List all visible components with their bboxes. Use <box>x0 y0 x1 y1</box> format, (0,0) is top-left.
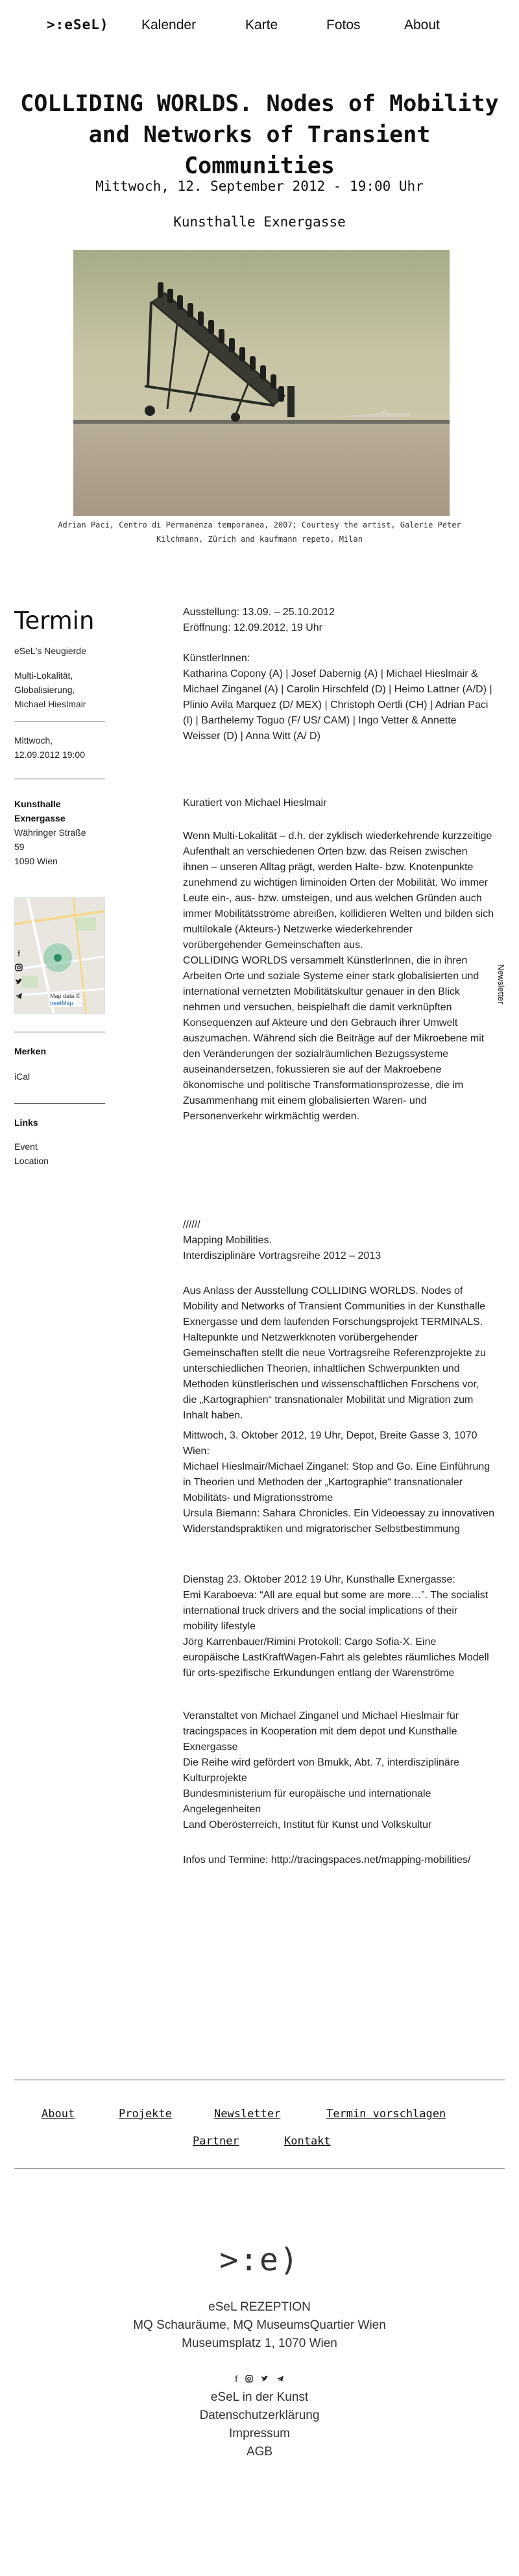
map-attribution: Map data © treetMap <box>50 993 80 1006</box>
sidebar-heading: Termin <box>14 607 95 635</box>
footer-link-newsletter[interactable]: Newsletter <box>214 2108 281 2120</box>
links-heading: Links <box>14 1117 38 1128</box>
curator: Kuratiert von Michael Hieslmair <box>183 797 327 808</box>
sidebar-links <box>14 1139 49 1168</box>
page-title <box>13 88 506 182</box>
location-map[interactable] <box>14 897 105 1014</box>
lecture-series-intro: Aus Anlass der Ausstellung COLLIDING WORLDS. Nodes of Mobility and Networks of Transient Communities in der Kunsthalle Exnergasse und dem laufenden Forschungsprojekt TERMINALS. Haltepunkte und Netzwerkknoten vorübergehender Gemeinschaften stellt die neue Vortragsreihe Referenzprojekte zu unterschiedlichen Theorien, inhaltlichen Schwerpunkten und Methoden künstlerischen und wissenschaftlichen Forschens vor, die „Kartographien“ transnationaler Mobilität und Migration zum Inhalt haben. <box>183 1285 486 1421</box>
footer-link-projekte[interactable]: Projekte <box>119 2108 172 2120</box>
footer-link-datenschutz[interactable]: Datenschutzerklärung <box>199 2409 320 2422</box>
tag-list <box>14 668 86 711</box>
site-logo[interactable]: >:eSeL) <box>47 17 109 32</box>
facebook-icon[interactable]: f <box>18 949 20 958</box>
footer-link-impressum[interactable]: Impressum <box>229 2427 290 2440</box>
newsletter-tab[interactable]: Newsletter <box>496 964 506 1004</box>
event-image <box>73 250 450 516</box>
telegram-icon[interactable] <box>276 2374 284 2384</box>
footer-rezeption: eSeL REZEPTION <box>208 2300 311 2314</box>
tag-globalisierung[interactable]: Globalisierung, <box>14 685 75 695</box>
twitter-icon[interactable] <box>261 2374 271 2384</box>
footer-link-esel-in-der-kunst[interactable]: eSeL in der Kunst <box>210 2390 309 2404</box>
lecture-date-1: Mittwoch, 3. Oktober 2012, 19 Uhr, Depot, Breite Gasse 3, 1070 Wien: Michael Hieslmair/Michael Zinganel: Stop and Go. Eine Einführung in Theorien und Methoden der „Kartographie“ transnationaler Mobilitäts- und Migrationsströme Ursula Biemann: Sahara Chronicles. Ein Videoessay zu innovativen Widerstandspraktiken und migratorischer Selbstbestimmung <box>183 1430 494 1535</box>
top-navigation <box>0 0 519 52</box>
neugierde-link[interactable]: eSeL's Neugierde <box>14 646 86 656</box>
event-date: Mittwoch, 12. September 2012 - 19:00 Uhr <box>95 178 424 194</box>
page-title-line2: and Networks of Transient Communities <box>88 122 431 179</box>
facebook-icon[interactable]: f <box>235 2374 238 2384</box>
event-venue: Kunsthalle Exnergasse <box>173 214 346 230</box>
footer-link-about[interactable]: About <box>42 2108 75 2120</box>
location-address: Währinger Straße 59 1090 Wien <box>14 827 86 866</box>
footer-social-icons <box>0 2374 519 2384</box>
merken-heading: Merken <box>14 1046 47 1056</box>
footer-link-kontakt[interactable]: Kontakt <box>284 2135 331 2148</box>
image-caption: Adrian Paci, Centro di Permanenza temporanea, 2007; Courtesy the artist, Galerie Peter Kilchmann, Zürich and kaufmann repeto, Milan <box>58 520 461 544</box>
link-event[interactable]: Event <box>14 1141 38 1152</box>
location-name[interactable]: Kunsthalle Exnergasse <box>14 799 66 823</box>
event-when: Mittwoch, 12.09.2012 19:00 <box>14 735 85 760</box>
footer-address: Museumsplatz 1, 1070 Wien <box>182 2337 337 2350</box>
footer-mq: MQ Schauräume, MQ MuseumsQuartier Wien <box>133 2318 386 2332</box>
page-title-line1: COLLIDING WORLDS. Nodes of Mobility <box>20 91 499 117</box>
ical-link[interactable]: iCal <box>14 1071 30 1082</box>
lecture-date-2: Dienstag 23. Oktober 2012 19 Uhr, Kunsthalle Exnergasse: Emi Karaboeva: “All are equal but some are more…”. The socialist international truck drivers and the social implications of their mobility lifestyle Jörg Karrenbauer/Rimini Protokoll: Cargo Sofia-X. Eine europäische LastKraftWagen-Fahrt als gelebtes räumliches Modell für orts-spezifische Erkundungen entlang der Warenströme <box>183 1574 489 1679</box>
footer-link-partner[interactable]: Partner <box>193 2135 239 2148</box>
event-image-artwork <box>73 250 450 516</box>
nav-link-karte[interactable]: Karte <box>245 18 278 32</box>
nav-link-about[interactable]: About <box>404 18 440 32</box>
link-location[interactable]: Location <box>14 1156 49 1166</box>
telegram-icon[interactable] <box>14 992 23 1001</box>
tag-michael-hieslmair[interactable]: Michael Hieslmair <box>14 699 86 709</box>
footer-link-termin-vorschlagen[interactable]: Termin vorschlagen <box>326 2108 446 2120</box>
nav-link-kalender[interactable]: Kalender <box>141 18 197 32</box>
instagram-icon[interactable] <box>14 964 23 973</box>
lecture-series-header: ////// Mapping Mobilities. Interdisziplinäre Vortragsreihe 2012 – 2013 <box>183 1219 381 1261</box>
footer-link-agb[interactable]: AGB <box>246 2445 273 2459</box>
instagram-icon[interactable] <box>245 2374 256 2384</box>
exhibition-dates: Ausstellung: 13.09. – 25.10.2012 Eröffnung: 12.09.2012, 19 Uhr <box>183 607 335 633</box>
nav-link-fotos[interactable]: Fotos <box>326 18 361 32</box>
credits: Veranstaltet von Michael Zinganel und Michael Hieslmair für tracingspaces in Kooperation mit dem depot und Kunsthalle Exnergasse Die Reihe wird gefördert von Bmukk, Abt. 7, interdisziplinäre Kulturprojekte Bundesministerium für europäische und internationale Angelegenheiten Land Oberösterreich, Institut für Kunst und Volkskultur <box>183 1710 459 1830</box>
tag-multi-lokalitaet[interactable]: Multi-Lokalität, <box>14 670 73 681</box>
twitter-icon[interactable] <box>14 978 23 987</box>
info-link[interactable]: Infos und Termine: http://tracingspaces.net/mapping-mobilities/ <box>183 1854 471 1865</box>
intro-text: Wenn Multi-Lokalität – d.h. der zyklisch wiederkehrende kurzzeitige Aufenthalt an verschiedenen Orten bzw. das Reisen zwischen ihnen – unseren Alltag prägt, werden Halte- bzw. Knotenpunkte zunehmend zu wichtigen liminoiden Orten der Mobilität. Wo immer Leute ein-, aus- bzw. umsteigen, und aus welchen Gründen auch immer Mobilitätsströme abreißen, kollidieren Welten und bilden sich multilokale (Akteurs-) Netzwerke wiederkehrender vorübergehender Gemeinschaften aus. COLLIDING WORLDS versammelt KünstlerInnen, die in ihren Arbeiten Orte und soziale Systeme einer stark globalisierten und international vernetzten Mobilitätskultur genauer in den Blick nehmen und versuchen, beispielhaft die damit verknüpften Konsequenzen auf Akteure und den Gebrauch ihrer Umwelt auszumachen. Während sich die Beiträge auf der Mikroebene mit den Veränderungen der sozialräumlichen Bezugssysteme auseinandersetzen, fokussieren sie auf der Makroebene ökonomische und politische Transformationsprozesse, die im Zusammenhang mit einem globalisierten Waren- und Personenverkehr wirkmächtig werden. <box>183 831 494 1122</box>
footer-logo[interactable]: >:e) <box>219 2242 300 2278</box>
sidebar-divider <box>14 1103 105 1104</box>
artists-block: KünstlerInnen: Katharina Copony (A) | Josef Dabernig (A) | Michael Hieslmair & Michael Zinganel (A) | Carolin Hirschfeld (D) | Heimo Lattner (A/D) | Plinio Avila Marquez (D/ MEX) | Christoph Oertli (CH) | Adrian Paci (I) | Barthelemy Toguo (F/ US/ CAM) | Ingo Vetter & Annette Weisser (D) | Anna Witt (A/ D) <box>183 653 492 742</box>
